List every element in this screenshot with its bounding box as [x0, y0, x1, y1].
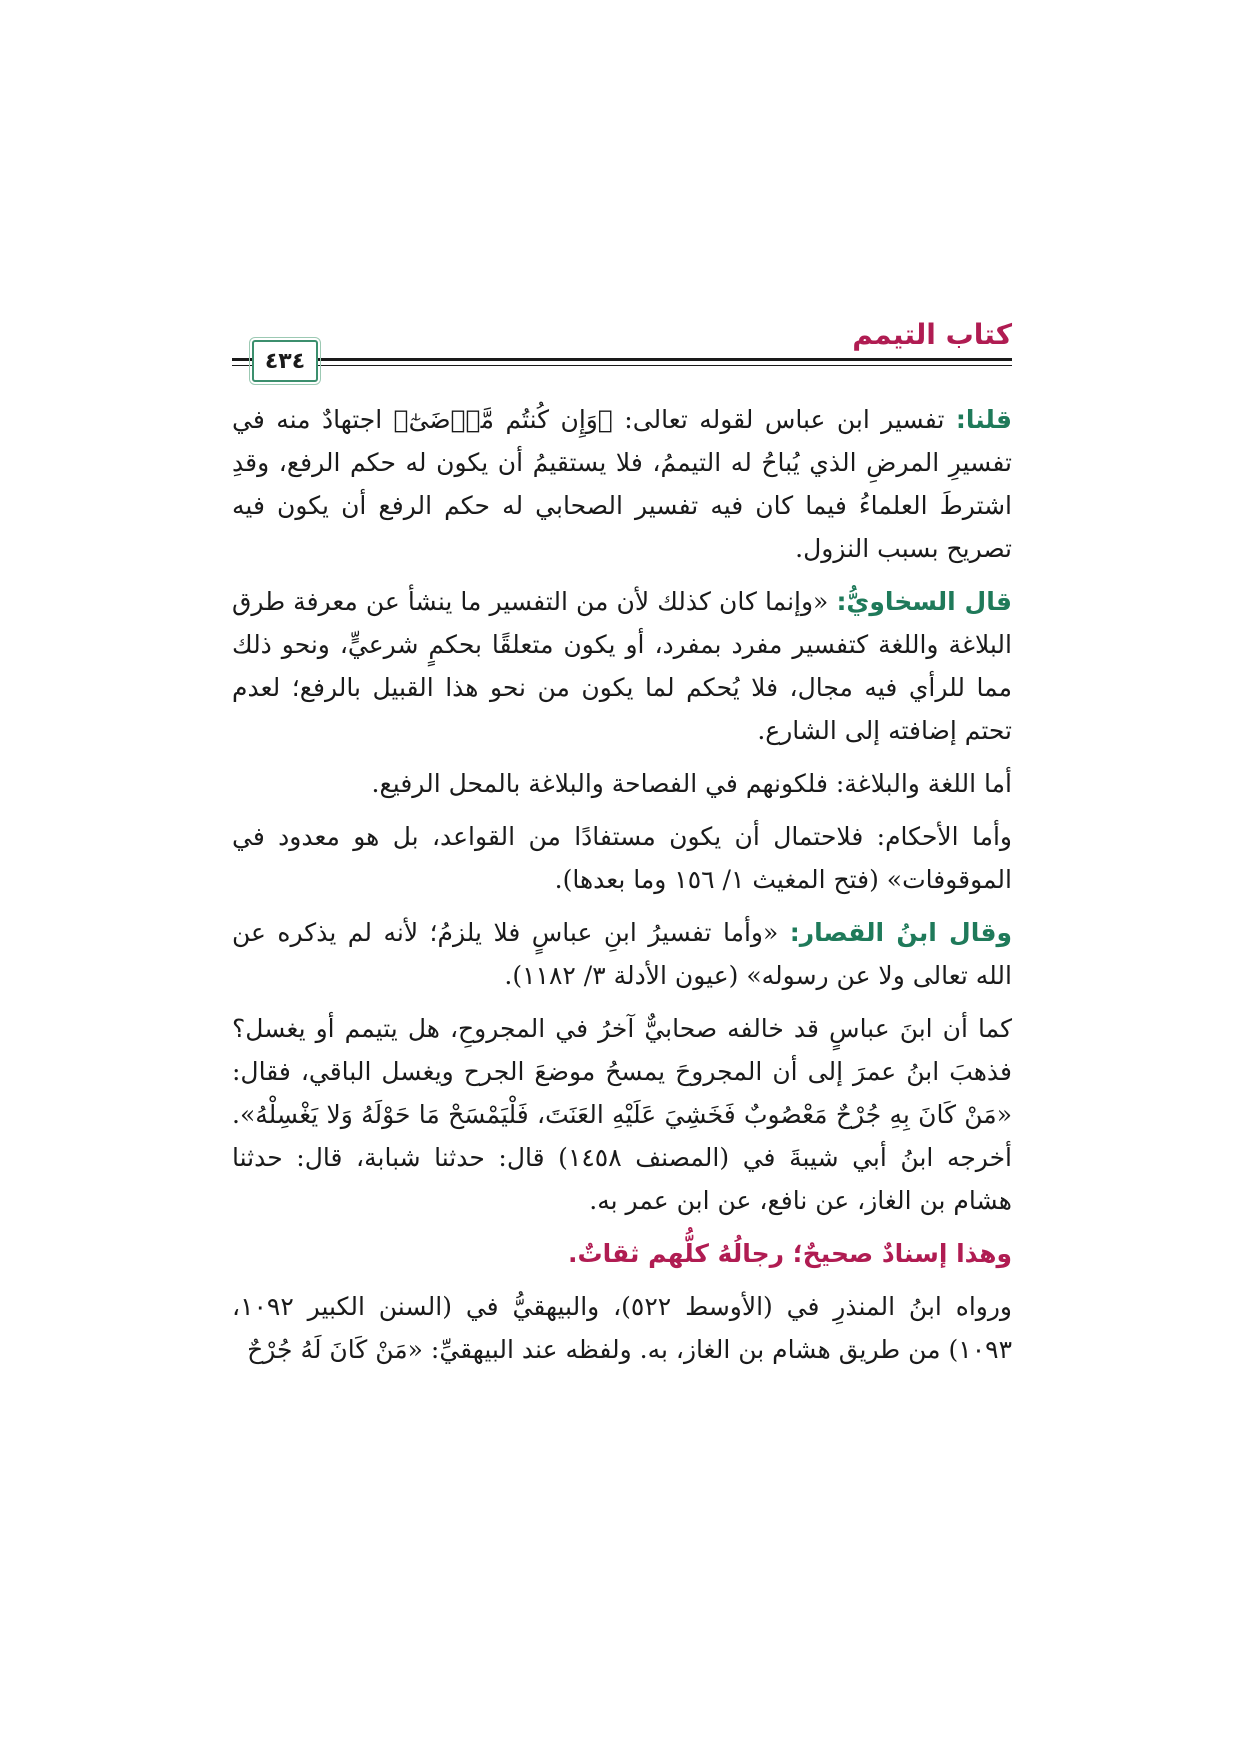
- header-rule-thin: [232, 365, 1012, 366]
- paragraph-text: أما اللغة والبلاغة: فلكونهم في الفصاحة والبلاغة بالمحل الرفيع.: [371, 769, 1012, 798]
- paragraph-text: «وإنما كان كذلك لأن من التفسير ما ينشأ عن معرفة طرق البلاغة واللغة كتفسير مفرد بمفرد، أو يكون متعلقًا بحكمٍ شرعيٍّ، ونحو ذلك مما للرأي فيه مجال، فلا يُحكم لما يكون من نحو هذا القبيل بالرفع؛ لعدم تحتم إضافته إلى الشارع.: [232, 587, 1012, 745]
- paragraph-text: كما أن ابنَ عباسٍ قد خالفه صحابيٌّ آخرُ في المجروحِ، هل يتيمم أو يغسل؟ فذهبَ ابنُ عمرَ إلى أن المجروحَ يمسحُ موضعَ الجرح ويغسل الباقي، فقال: «مَنْ كَانَ بِهِ جُرْحٌ مَعْصُوبٌ فَخَشِيَ عَلَيْهِ العَنَتَ، فَلْيَمْسَحْ مَا حَوْلَهُ وَلا يَغْسِلْهُ». أخرجه ابنُ أبي شيبةَ في (المصنف ١٤٥٨) قال: حدثنا شبابة، قال: حدثنا هشام بن الغاز، عن نافع، عن ابن عمر به.: [232, 1014, 1012, 1215]
- paragraph-sakhawi: [232, 580, 1012, 752]
- paragraph-isnad: [232, 1232, 1012, 1275]
- paragraph-ibn-alqassar: [232, 911, 1012, 997]
- header-rule-thick: [232, 358, 1012, 361]
- paragraph-text: ورواه ابنُ المنذرِ في (الأوسط ٥٢٢)، والبيهقيُّ في (السنن الكبير ١٠٩٢، ١٠٩٣) من طريق هشام بن الغاز، به. ولفظه عند البيهقيِّ: «مَنْ كَانَ لَهُ جُرْحٌ: [232, 1292, 1012, 1364]
- paragraph-ibn-almundhir: [232, 1285, 1012, 1371]
- page-number: ٤٣٤: [252, 340, 318, 382]
- paragraph-text: وأما الأحكام: فلاحتمال أن يكون مستفادًا من القواعد، بل هو معدود في الموقوفات» (فتح المغيث ١/ ١٥٦ وما بعدها).: [232, 822, 1012, 894]
- paragraph-text: «وأما تفسيرُ ابنِ عباسٍ فلا يلزمُ؛ لأنه لم يذكره عن الله تعالى ولا عن رسوله» (عيون الأدلة ٣/ ١١٨٢).: [232, 918, 1012, 990]
- paragraph-lugha: [232, 762, 1012, 805]
- paragraph-lead: قال السخاويُّ:: [836, 587, 1012, 616]
- paragraph-lead: قلنا:: [955, 405, 1012, 434]
- paragraph-text: تفسير ابن عباس لقوله تعالى: ﴿وَإِن كُنتُم مَّرۡضَىٰٓ﴾ اجتهادٌ منه في تفسيرِ المرضِ الذي يُباحُ له التيممُ، فلا يستقيمُ أن يكون له حكم الرفع، وقدِ اشترطَ العلماءُ فيما كان فيه تفسير الصحابي له حكم الرفع أن يكون فيه تصريح بسبب النزول.: [232, 405, 1012, 563]
- chapter-title: كتاب التيمم: [852, 318, 1012, 351]
- paragraph-qulna: [232, 398, 1012, 570]
- paragraph-ahkam: [232, 815, 1012, 901]
- paragraph-ibn-umar: [232, 1007, 1012, 1222]
- page-body: [232, 398, 1012, 1381]
- page-header: [232, 318, 1012, 378]
- paragraph-lead: وقال ابنُ القصار:: [789, 918, 1012, 947]
- isnad-verdict: وهذا إسنادٌ صحيحٌ؛ رجالُهُ كلُّهم ثقاتٌ.: [568, 1239, 1012, 1268]
